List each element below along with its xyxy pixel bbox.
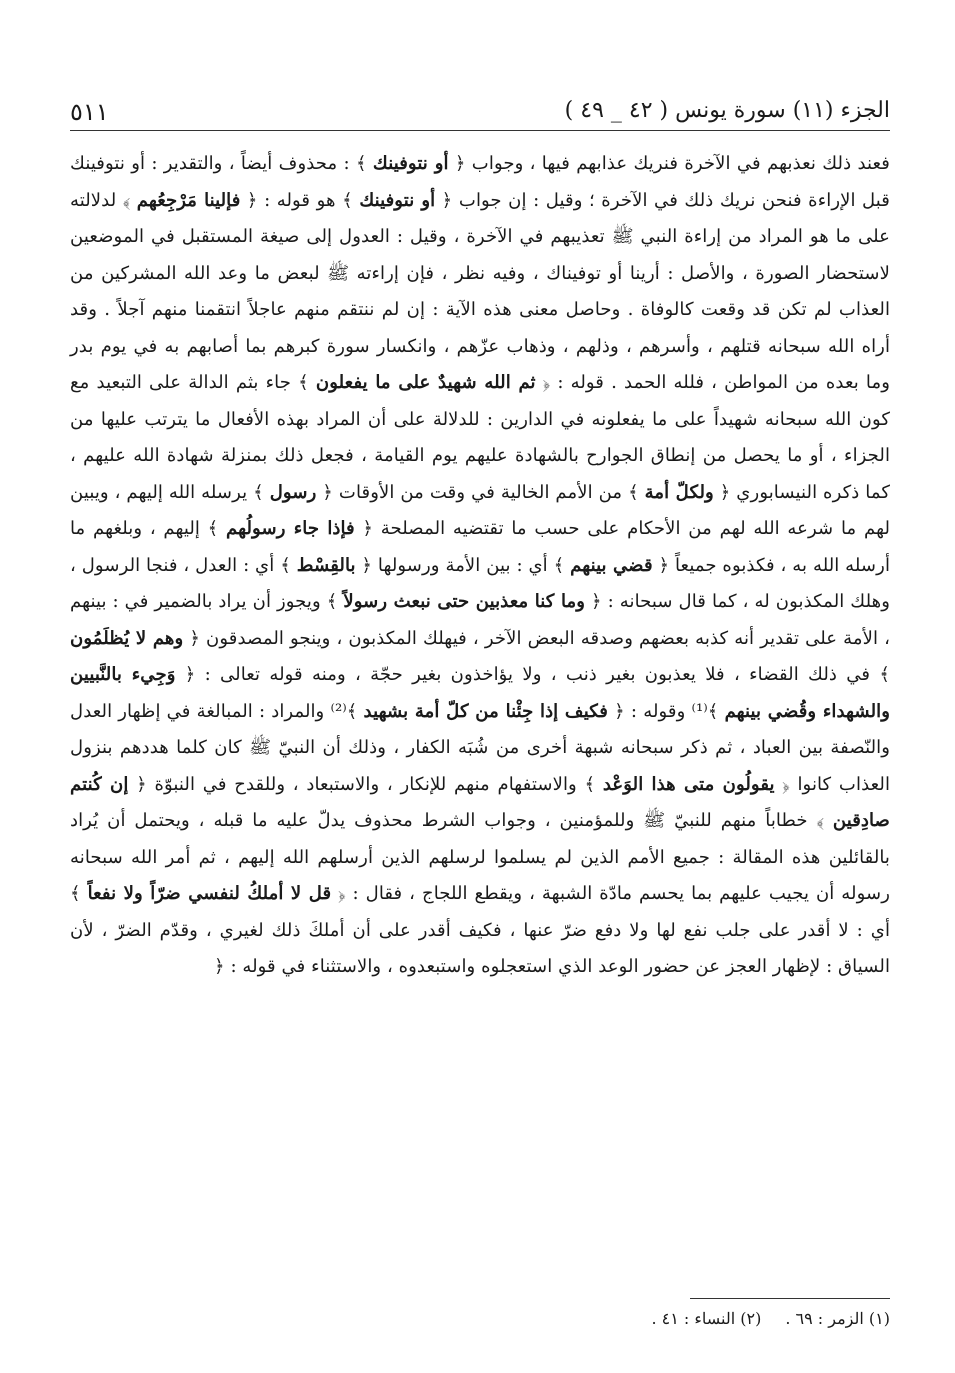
quran-quote: فإذا جاء رسولُهم xyxy=(226,518,355,539)
text-run: ﴾⁽¹⁾ وقوله : ﴿ xyxy=(607,700,725,722)
quran-quote: يقولُون متى هذا الوَعْد xyxy=(602,773,775,795)
page-number: ٥١١ xyxy=(70,98,109,126)
text-run: ﴾ ويجوز أن يراد بالضمير في : بينهم ، الأمة على تقدير أنه كذبه بعضهم وصدقه البعض الآخر ، فيهلك المكذبون ، وينجو المصدقون ﴿ xyxy=(70,591,890,649)
text-run: ﴾ من الأمم الخالية في وقت من الأوقات ﴿ xyxy=(316,481,645,503)
text-run: ﴾ جاء بثم الدالة على التبعيد مع كون الله سبحانه شهيداً على ما يفعلونه في الدارين : للدلالة على أن المراد بهذه الأفعال ما يترتب عليها من الجزاء ، أو ما يحصل من إنطاق الجوارح بالشهادة عليهم يوم القيامة ، فجعل ذلك بمنزلة شهادة الله عليهم ، كما ذكره النيسابوري ﴿ xyxy=(70,372,890,503)
quran-quote: رسول xyxy=(269,481,317,503)
quran-quote: فإلينا مَرْجِعُهم xyxy=(136,189,241,211)
text-run: ﴾ يرسله الله إليهم ، ويبين لهم ما شرعه الله لهم من الأحكام على حسب ما تقتضيه المصلحة ﴿ xyxy=(70,481,890,539)
text-run: ﴾ : محذوف أيضاً ، والتقدير : أو نتوفينك قبل الإراءة فنحن نريك ذلك في الآخرة ؛ وقيل : إن جواب ﴿ xyxy=(70,153,890,211)
quran-quote: أو نتوفينك xyxy=(372,153,449,174)
footnotes xyxy=(390,1307,890,1331)
footnote-1: (١) الزمر : ٦٩ . xyxy=(785,1309,890,1328)
text-run: ﴾ والاستفهام منهم للإنكار ، والاستبعاد ، وللقدح في النبوّة ﴿ xyxy=(128,773,603,795)
quran-quote: وما كنا معذبين حتى نبعث رسولاً xyxy=(343,591,586,612)
text-run: ﴾ في ذلك القضاء ، فلا يعذبون بغير ذنب ، ولا يؤاخذون بغير حجّة ، ومنه قوله تعالى : ﴿ xyxy=(175,664,890,685)
quran-quote: أو نتوفينك xyxy=(359,189,436,211)
text-run: ﴾ أي : لا أقدر على جلب نفع لها ولا دفع ضرّ عنها ، فكيف أقدر على أن أملكَ ذلك لغيري ، وقدّم الضرّ ، لأن السياق : لإظهار العجز عن حضور الوعد الذي استعجلوه واستبعدوه ، والاستثناء في قوله : ﴿ xyxy=(70,883,890,977)
text-run: ﴾ أي : العدل ، فنجا الرسول ، وهلك المكذبون له ، كما قال سبحانه : ﴿ xyxy=(70,554,890,612)
text-run: ﴾ هو قوله : ﴿ xyxy=(240,189,360,211)
quran-quote: قضي بينهم xyxy=(570,554,653,576)
quran-quote: وَجِيء بالنَّبيين والشهداء وقُضي بينهم xyxy=(70,664,891,722)
footnote-2: (٢) النساء : ٤١ . xyxy=(651,1309,762,1328)
text-run: ﴾ أي : بين الأمة ورسولها ﴿ xyxy=(355,554,571,576)
quran-quote: بالقِسْط xyxy=(296,554,356,576)
page-header xyxy=(70,90,890,131)
main-text xyxy=(70,146,890,986)
text-run: ﴾ إليهم ، وبلغهم ما أرسله الله به ، فكذبوه جميعاً ﴿ xyxy=(70,518,891,576)
text-run: ﴾ خطاباً منهم للنبيّ ﷺ وللمؤمنين ، وجواب الشرط محذوف يدلّ عليه ما قبله ، ويحتمل أن يُراد بالقائلين هذه المقالة : جميع الأمم الذين لم يسلموا لرسلهم الذين أرسلهم الله إليهم ، ثم أمر الله سبحانه رسوله أن يجيب عليهم بما يحسم مادّة الشبهة ، ويقطع اللجاج ، فقال : ﴿ xyxy=(70,810,890,904)
paragraph xyxy=(70,146,890,986)
text-run: فعند ذلك نعذبهم في الآخرة فنريك عذابهم فيها ، وجواب ﴿ xyxy=(448,153,890,174)
quran-quote: فكيف إذا جِئْنا من كلّ أمة بشهيد xyxy=(363,700,608,722)
text-run: ﴾ لدلالته على ما هو المراد من إراءة النبي ﷺ تعذيبهم في الآخرة ، وقيل : العدول إلى صيغة المستقبل في الموضعين لاستحضار الصورة ، والأصل : أرينا أو توفيناك ، وفيه نظر ، فإن إراءته ﷺ لبعض ما وعد الله المشركين من العذاب لم تكن قد وقعت كالوفاة . وحاصل معنى هذه الآية : إن لم ننتقم منهم عاجلاً انتقمنا منهم آجلاً . وقد أراه الله سبحانه قتلهم ، وأسرهم ، وذلهم ، وذهاب عزّهم ، وانكسار سورة كبرهم بما أصابهم به في يوم بدر وما بعده من المواطن ، فلله الحمد . قوله : ﴿ xyxy=(70,189,891,393)
text-run: ﴾⁽²⁾ والمراد : المبالغة في إظهار العدل والنّصفة بين العباد ، ثم ذكر سبحانه شبهة أخرى من شُبَه الكفار ، وذلك أن النبيّ ﷺ كان كلما هددهم بنزول العذاب كانوا ﴿ xyxy=(70,700,891,795)
quran-quote: وهم لا يُظلَمُون xyxy=(70,627,184,649)
quran-quote: إن كُنتم صادِقين xyxy=(70,773,890,831)
quran-quote: قل لا أملكُ لنفسي ضرّاً ولا نفعاً xyxy=(87,883,332,904)
footnote-divider xyxy=(690,1298,890,1299)
quran-quote: ثم الله شهيدٌ على ما يفعلون xyxy=(315,372,536,393)
quran-quote: ولكلّ أمة xyxy=(644,481,714,503)
running-title: الجزء (١١) سورة يونس ( ٤٢ _ ٤٩ ) xyxy=(564,98,890,123)
